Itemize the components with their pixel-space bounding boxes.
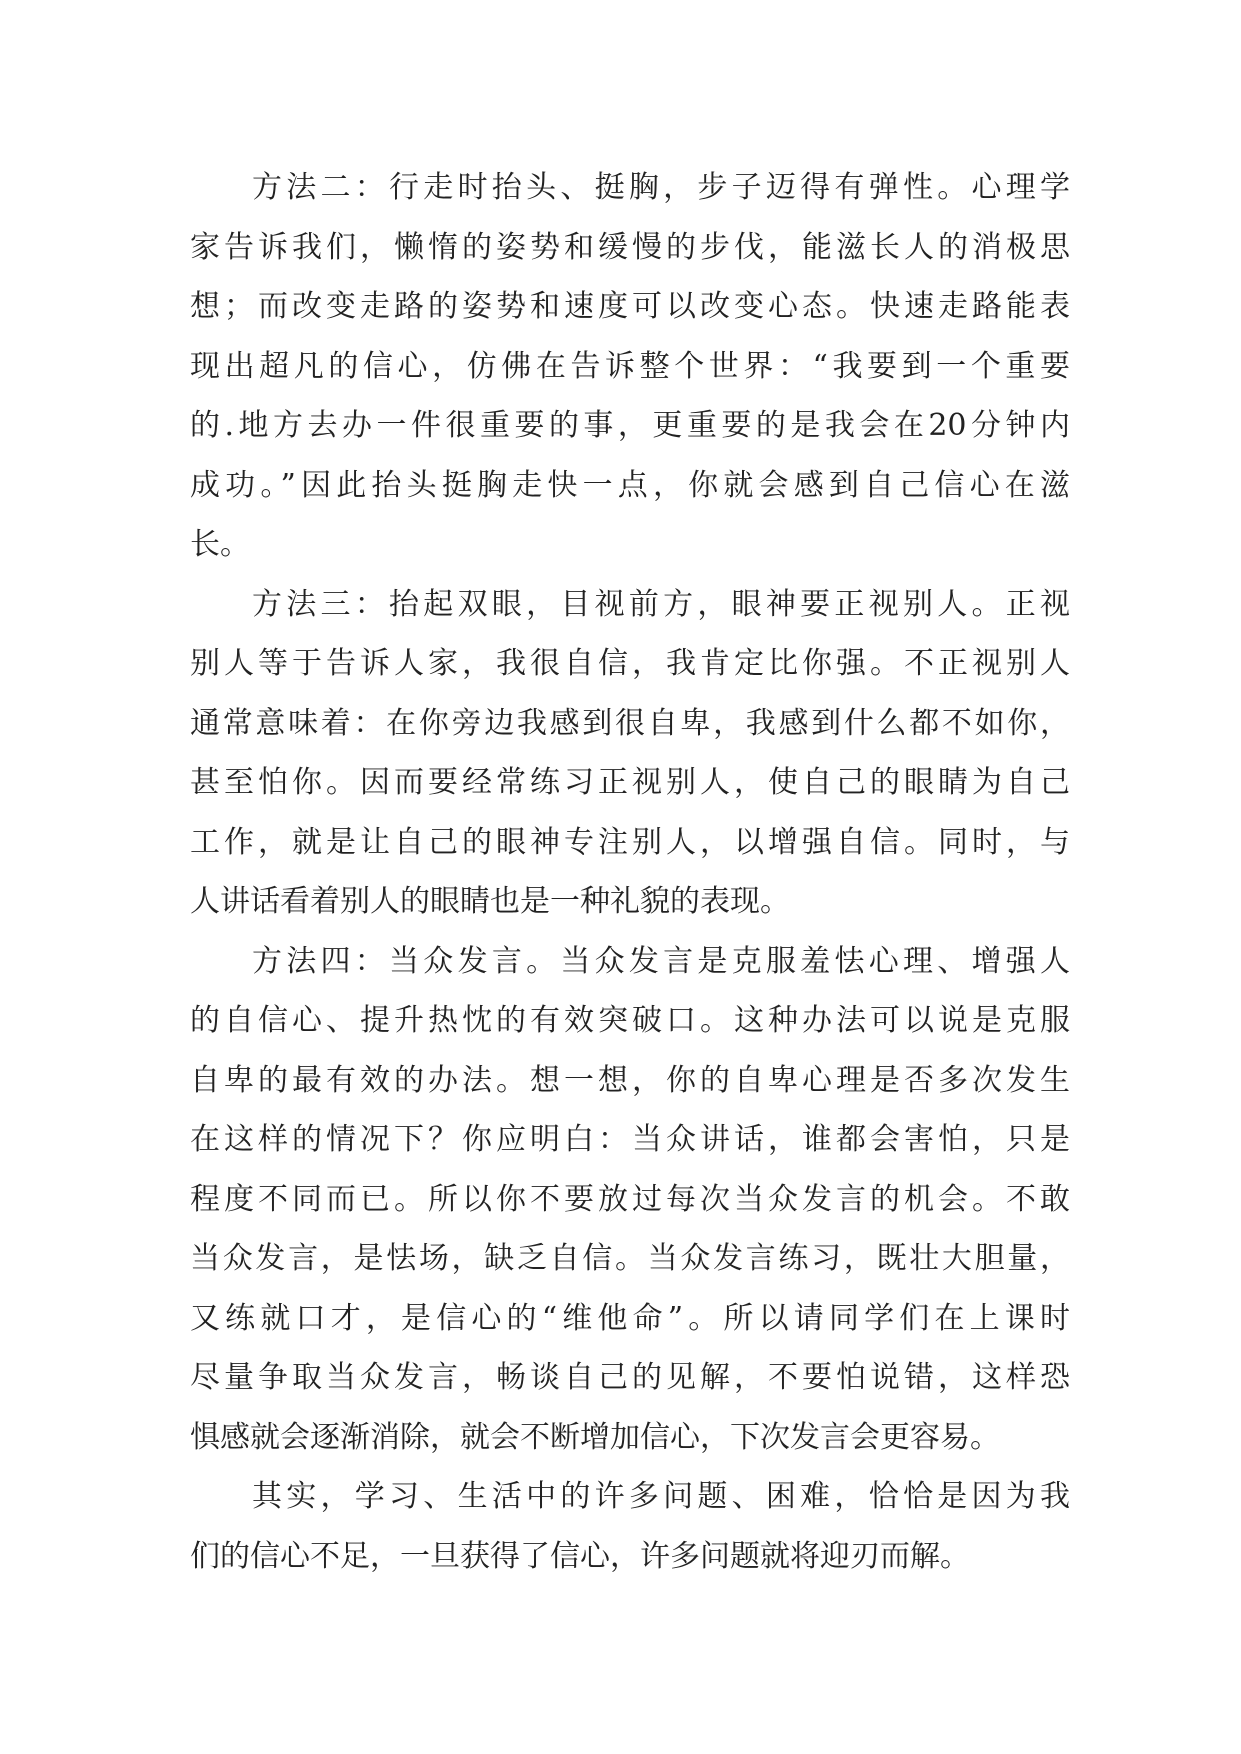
text-line: 通常意味着：在你旁边我感到很自卑，我感到什么都不如你， <box>190 705 1070 741</box>
text-line: 的.地方去办一件很重要的事，更重要的是我会在20分钟内 <box>190 408 1070 443</box>
text-line: 们的信心不足，一旦获得了信心，许多问题就将迎刃而解。 <box>190 1538 970 1574</box>
text-line: 人讲话看着别人的眼睛也是一种礼貌的表现。 <box>190 884 790 919</box>
text-line: 家告诉我们，懒惰的姿势和缓慢的步伐，能滋长人的消极思 <box>190 229 1070 265</box>
text-line: 长。 <box>190 527 250 562</box>
paragraph-method-four <box>190 932 1070 1468</box>
paragraph-method-two <box>190 158 1070 575</box>
paragraph-method-three <box>190 575 1070 932</box>
text-line: 方法四：当众发言。当众发言是克服羞怯心理、增强人 <box>252 943 1070 979</box>
text-line: 其实，学习、生活中的许多问题、困难，恰恰是因为我 <box>252 1479 1070 1514</box>
text-line: 尽量争取当众发言，畅谈自己的见解，不要怕说错，这样恐 <box>190 1360 1070 1395</box>
text-line: 又练就口才，是信心的“维他命”。所以请同学们在上课时 <box>190 1300 1070 1336</box>
text-line: 的自信心、提升热忱的有效突破口。这种办法可以说是克服 <box>190 1003 1070 1038</box>
text-line: 别人等于告诉人家，我很自信，我肯定比你强。不正视别人 <box>190 646 1070 681</box>
text-line: 工作，就是让自己的眼神专注别人，以增强自信。同时，与 <box>190 824 1070 860</box>
text-line: 程度不同而已。所以你不要放过每次当众发言的机会。不敢 <box>190 1181 1070 1217</box>
text-line: 甚至怕你。因而要经常练习正视别人，使自己的眼睛为自己 <box>190 765 1070 800</box>
text-line: 方法二：行走时抬头、挺胸，步子迈得有弹性。心理学 <box>252 170 1070 205</box>
text-line: 自卑的最有效的办法。想一想，你的自卑心理是否多次发生 <box>190 1062 1070 1098</box>
text-line: 在这样的情况下？你应明白：当众讲话，谁都会害怕，只是 <box>190 1122 1070 1157</box>
paragraph-conclusion <box>190 1467 1070 1586</box>
text-line: 当众发言，是怯场，缺乏自信。当众发言练习，既壮大胆量， <box>190 1241 1070 1276</box>
text-line: 成功。”因此抬头挺胸走快一点，你就会感到自己信心在滋 <box>190 467 1070 503</box>
text-line: 方法三：抬起双眼，目视前方，眼神要正视别人。正视 <box>252 586 1070 622</box>
body-text <box>190 158 1070 1586</box>
text-line: 想；而改变走路的姿势和速度可以改变心态。快速走路能表 <box>190 289 1070 324</box>
text-line: 惧感就会逐渐消除，就会不断增加信心，下次发言会更容易。 <box>190 1419 1000 1455</box>
text-line: 现出超凡的信心，仿佛在告诉整个世界：“我要到一个重要 <box>190 348 1070 384</box>
